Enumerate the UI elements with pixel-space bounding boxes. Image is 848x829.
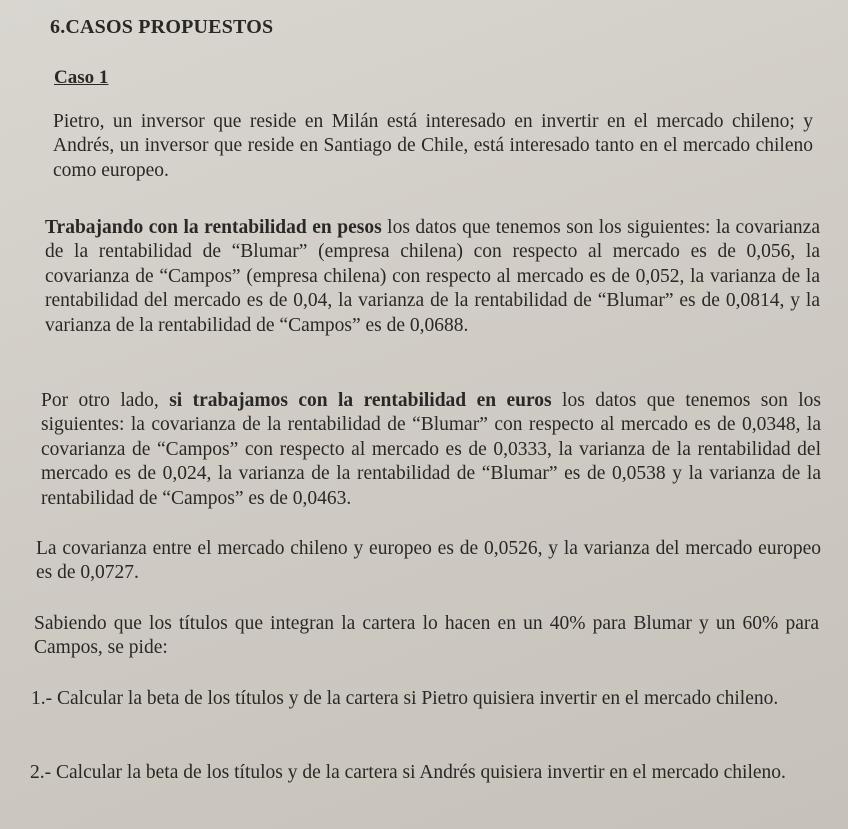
paragraph-covariance: La covarianza entre el mercado chileno y europeo es de 0,0526, y la varianza del mercado europeo es de 0,0727.	[36, 537, 821, 583]
euros-start-text: Por otro lado,	[41, 389, 170, 411]
section-title: 6.CASOS PROPUESTOS	[50, 16, 274, 38]
paragraph-intro: Pietro, un inversor que reside en Milán está interesado en invertir en el mercado chileno; y Andrés, un inversor que reside en Santiago de Chile, está interesado tanto en el mercado chileno como europeo.	[53, 110, 813, 181]
euros-text: los datos que tenemos son los siguientes: la covarianza de la rentabilidad de “Blumar” con respecto al mercado es de 0,0348, la covarianza de “Campos” con respecto al mercado es de 0,0333, la varianza de la rentabilidad del mercado es de 0,024, la varianza de la rentabilidad de “Blumar” es de 0,0538 y la varianza de la rentabilidad de “Campos” es de 0,0463.	[41, 389, 821, 509]
case-title: Caso 1	[54, 67, 109, 88]
euros-bold-phrase: si trabajamos con la rentabilidad en euros	[169, 389, 552, 411]
pesos-bold-phrase: Trabajando con la rentabilidad en pesos	[45, 216, 382, 238]
paragraph-pesos	[45, 216, 820, 339]
pesos-text: los datos que tenemos son los siguientes: la covarianza de la rentabilidad de “Blumar” (empresa chilena) con respecto al mercado es de 0,056, la covarianza de “Campos” (empresa chilena) con respecto al mercado es de 0,052, la varianza de la rentabilidad del mercado es de 0,04, la varianza de la rentabilidad de “Blumar” es de 0,0814, y la varianza de la rentabilidad de “Campos” es de 0,0688.	[45, 216, 820, 336]
question-2: 2.- Calcular la beta de los títulos y de la cartera si Andrés quisiera invertir en el mercado chileno.	[30, 761, 786, 783]
paragraph-euros	[41, 389, 821, 512]
paragraph-portfolio: Sabiendo que los títulos que integran la cartera lo hacen en un 40% para Blumar y un 60% para Campos, se pide:	[34, 612, 819, 658]
question-1: 1.- Calcular la beta de los títulos y de la cartera si Pietro quisiera invertir en el mercado chileno.	[31, 687, 779, 709]
